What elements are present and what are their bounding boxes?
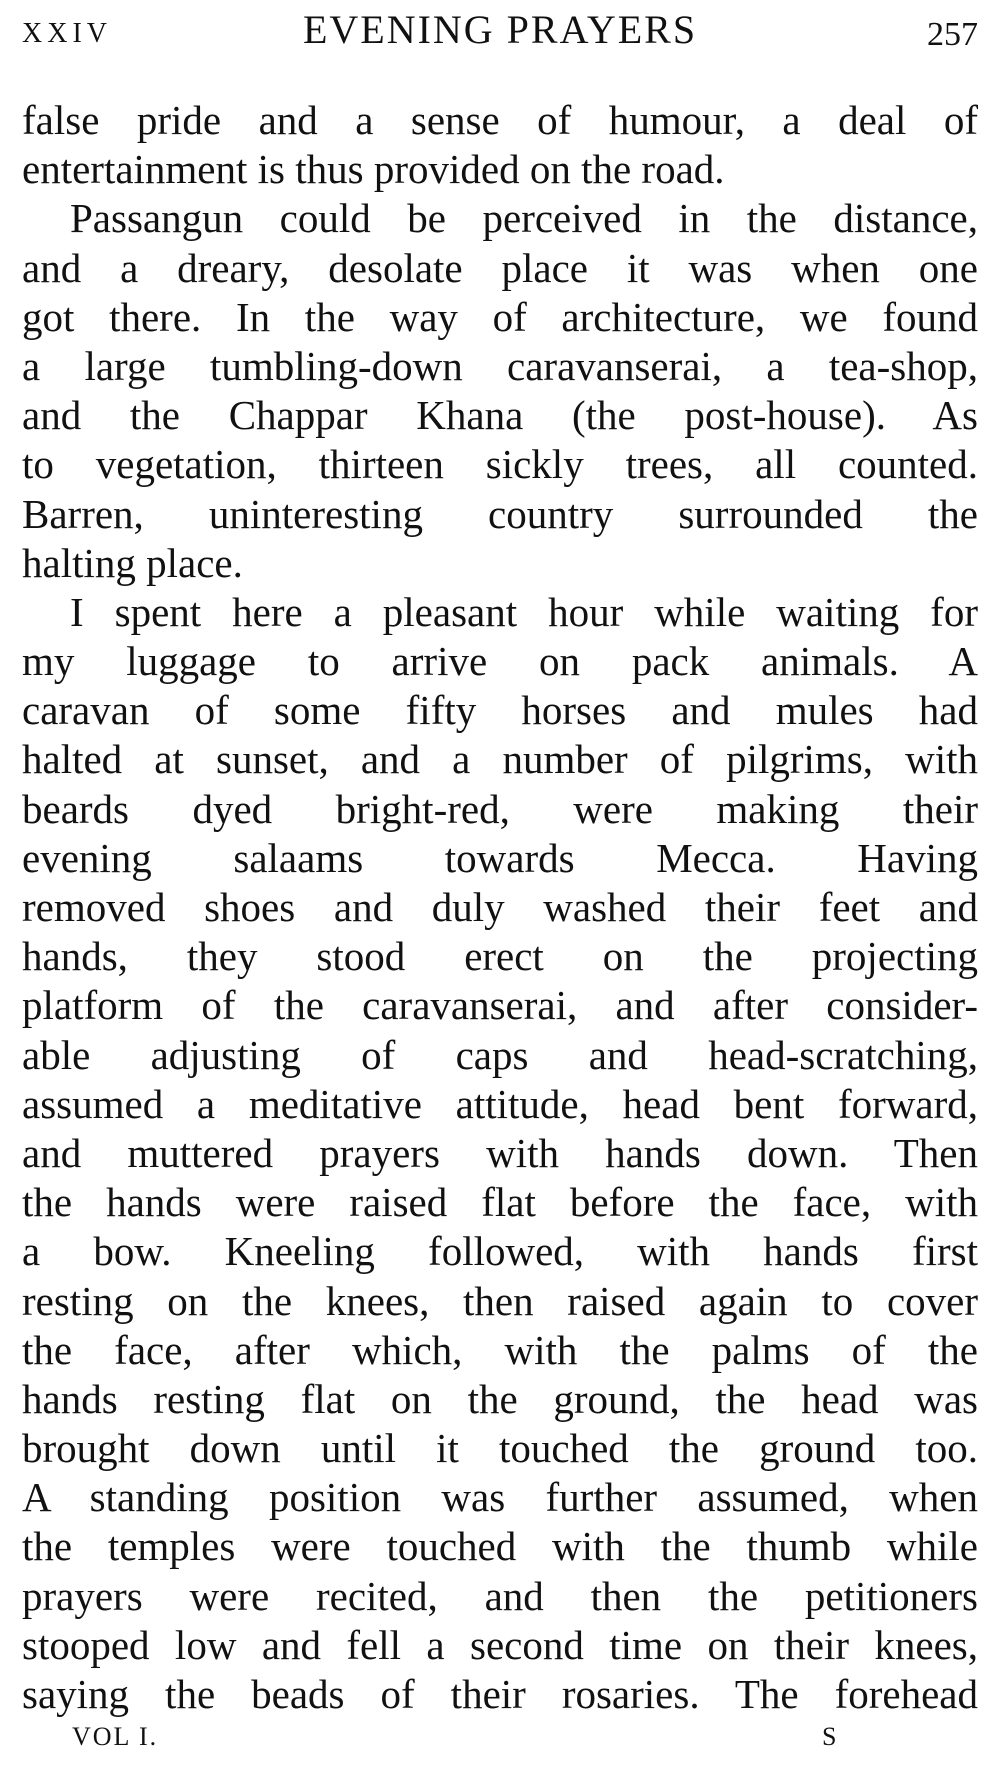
text-line: caravan of some fifty horses and mules had [22,687,978,734]
text-line: my luggage to arrive on pack animals. A [22,638,978,685]
body-text [22,96,978,1719]
text-line: hands, they stood erect on the projecting [22,933,978,980]
text-line: and a dreary, desolate place it was when one [22,244,978,291]
text-line: and the Chappar Khana (the post-house). As [22,392,978,439]
text-line: brought down until it touched the ground too. [22,1425,978,1472]
text-line: I spent here a pleasant hour while waiting for [70,588,978,635]
text-line: halted at sunset, and a number of pilgrims, with [22,736,978,783]
text-line: evening salaams towards Mecca. Having [22,834,978,881]
text-line: false pride and a sense of humour, a deal of [22,97,978,143]
text-line: saying the beads of their rosaries. The forehead [22,1671,978,1717]
page-footer [22,1722,978,1762]
text-line: able adjusting of caps and head-scratching, [22,1031,978,1078]
running-head [22,4,978,60]
text-line: beards dyed bright-red, were making their [22,785,978,832]
text-line: a large tumbling-down caravanserai, a tea-shop, [22,342,978,389]
text-line: halting place. [22,539,243,586]
text-line: A standing position was further assumed, when [22,1474,978,1521]
text-line: hands resting flat on the ground, the head was [22,1375,978,1422]
text-line: stooped low and fell a second time on their knees, [22,1621,978,1668]
text-line: entertainment is thus provided on the road. [22,146,725,193]
running-title: EVENING PRAYERS [302,7,698,52]
text-line: to vegetation, thirteen sickly trees, all counted. [22,441,978,488]
text-line: prayers were recited, and then the petitioners [22,1572,978,1619]
text-line: removed shoes and duly washed their feet and [22,884,978,930]
text-line: got there. In the way of architecture, we found [22,293,978,340]
text-line: and muttered prayers with hands down. Then [22,1129,978,1176]
text-line: Barren, uninteresting country surrounded the [22,490,978,537]
text-line: a bow. Kneeling followed, with hands first [22,1228,978,1275]
text-line: resting on the knees, then raised again to cover [22,1277,978,1324]
page-number: 257 [927,16,978,53]
volume-mark: VOL I. [72,1722,159,1751]
text-line: the face, after which, with the palms of the [22,1326,978,1373]
text-line: Passangun could be perceived in the distance, [70,195,978,242]
text-line: the temples were touched with the thumb while [22,1523,978,1570]
chapter-number: XXIV [22,18,112,49]
text-line: platform of the caravanserai, and after consider- [22,982,978,1029]
text-line: the hands were raised flat before the face, with [22,1179,978,1226]
text-line: assumed a meditative attitude, head bent forward, [22,1080,978,1127]
signature-mark: S [822,1722,837,1751]
